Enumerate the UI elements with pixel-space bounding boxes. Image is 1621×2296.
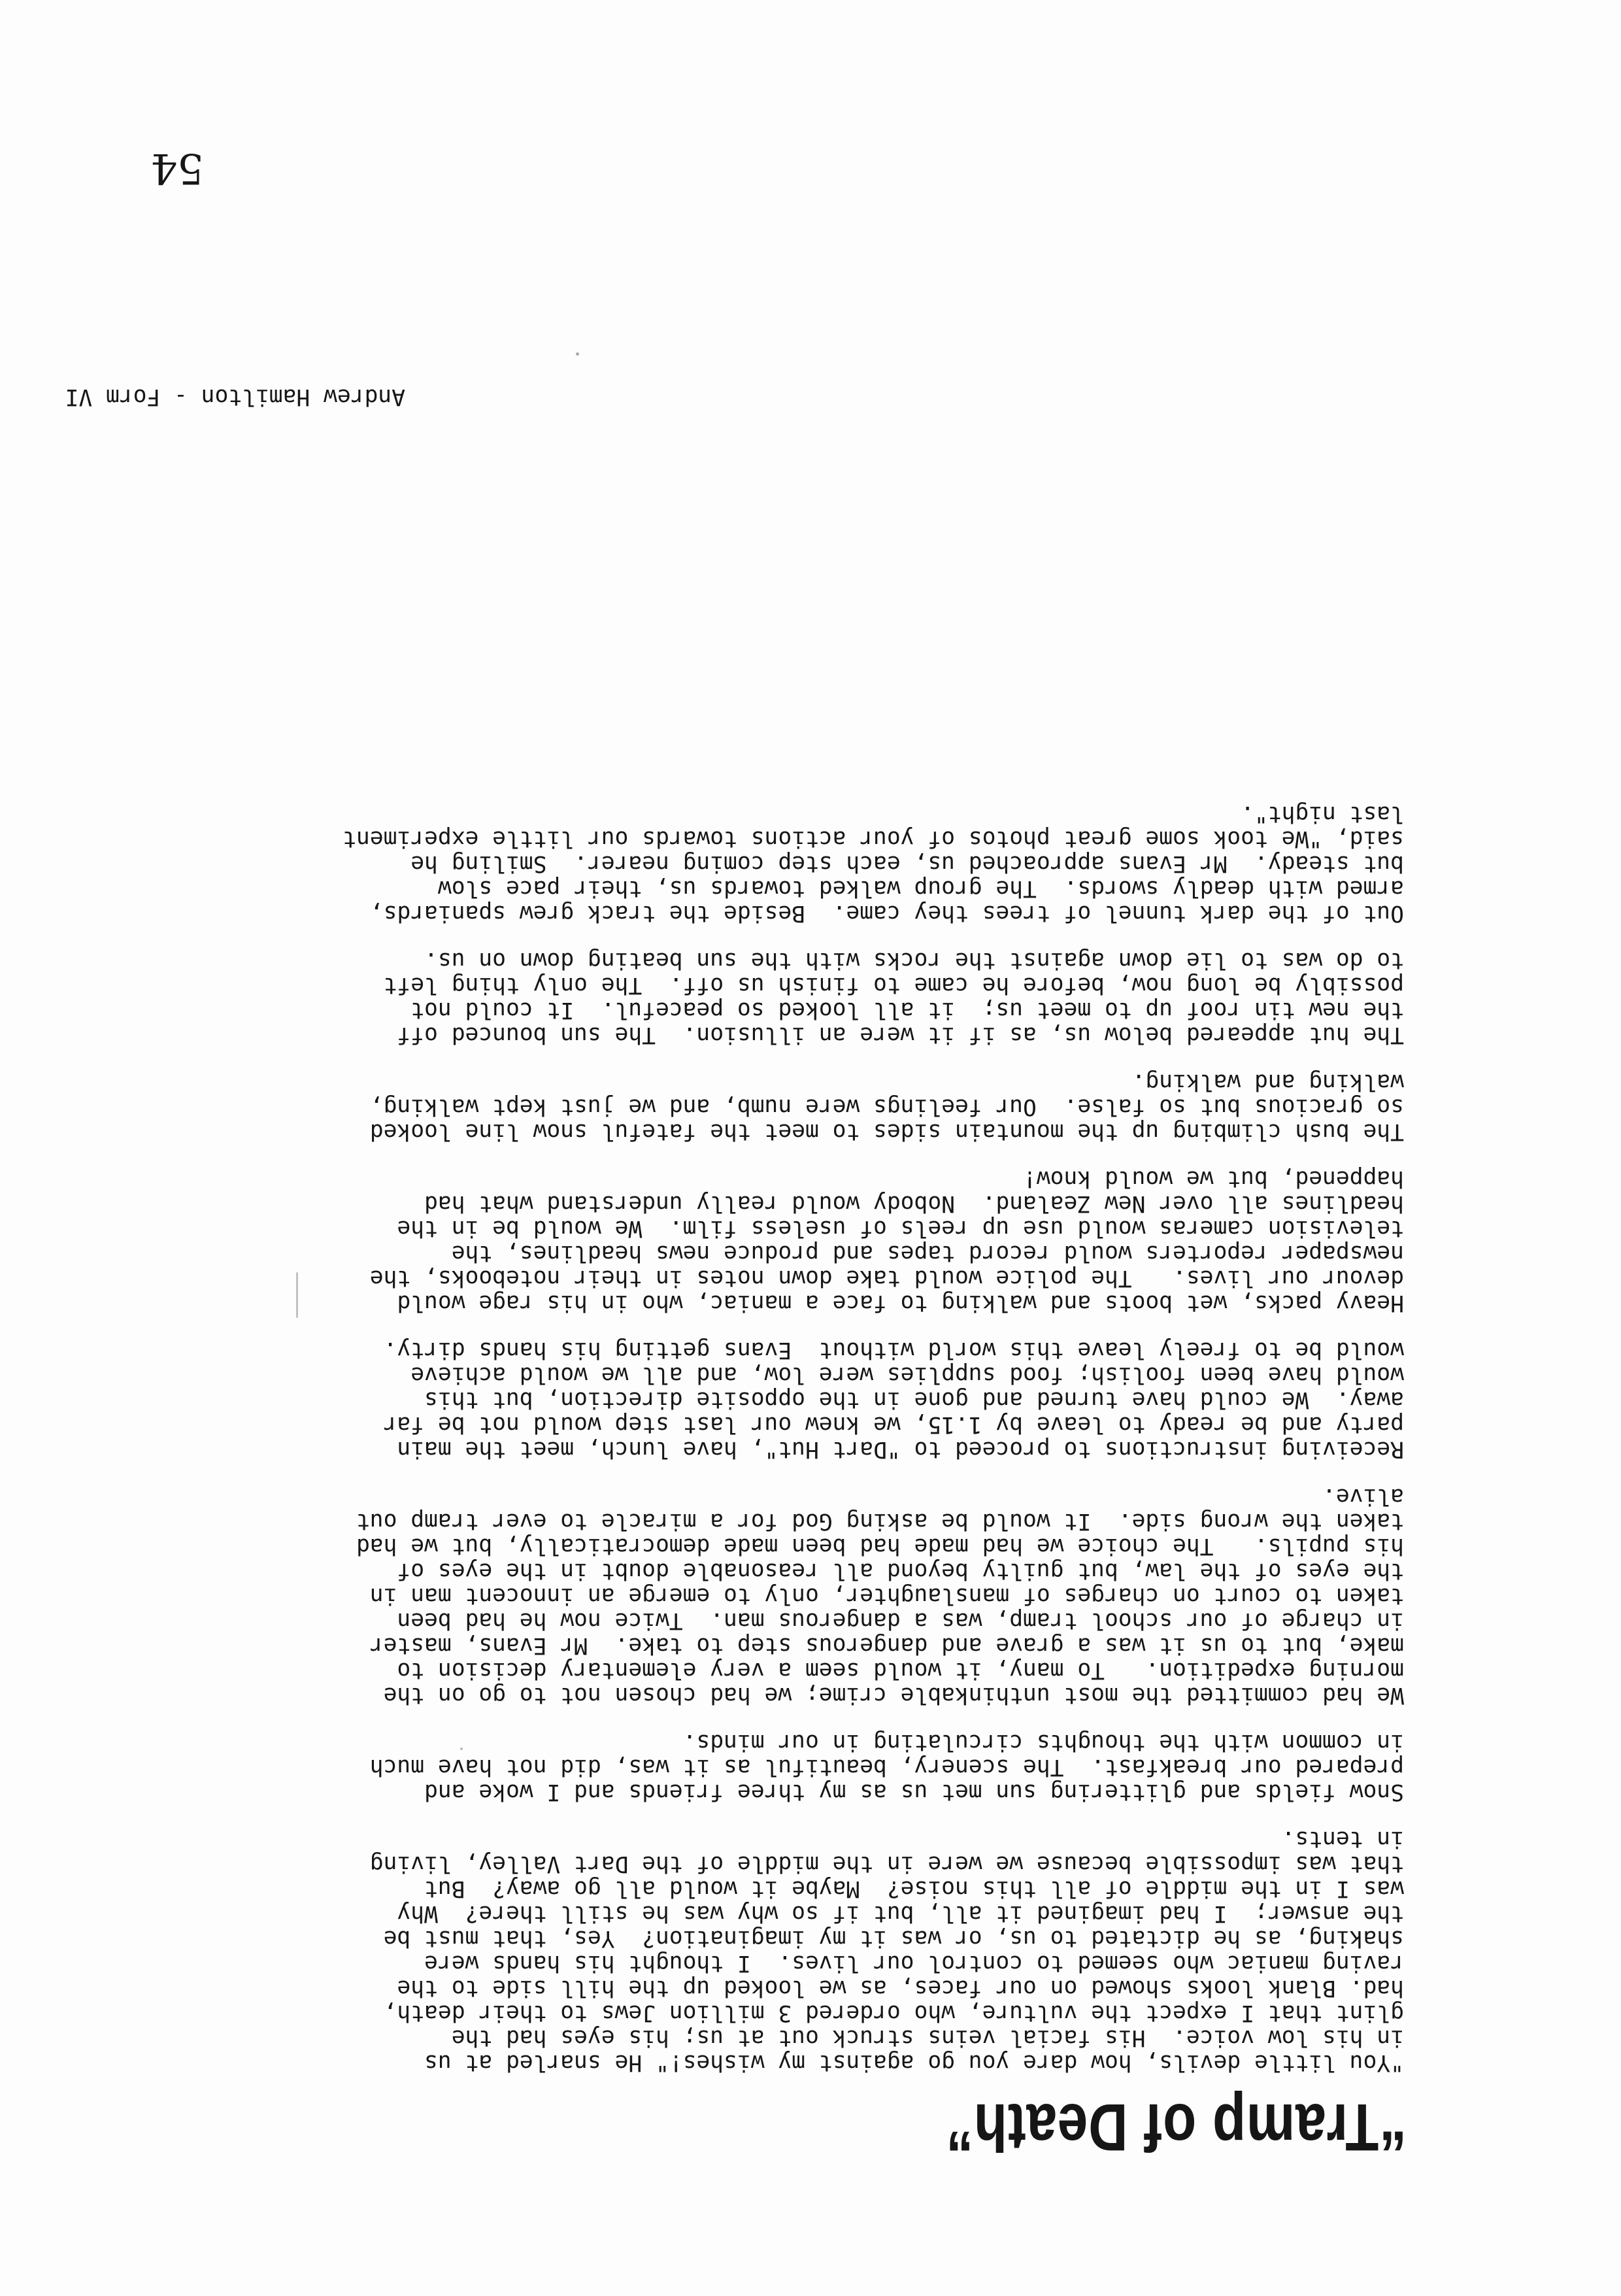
text-line: so gracious but so false. Our feelings were numb, and we just kept walking, — [369, 1094, 1404, 1120]
text-line: in tents. — [1281, 1826, 1404, 1852]
text-line: "You little devils, how dare you go against my wishes!" He snarled at us — [424, 2050, 1404, 2076]
text-line: possibly be long now, before he came to finish us off. The only thing left — [383, 972, 1404, 998]
paragraph — [162, 802, 1404, 926]
text-line: that was impossible because we were in the middle of the Dart Valley, living — [369, 1851, 1404, 1877]
paragraph — [162, 1484, 1404, 1708]
text-line: newspaper reporters would record tapes and produce news headlines, the — [451, 1240, 1404, 1266]
text-line: party and be ready to leave by 1.15, we knew our last step would not be far — [383, 1411, 1404, 1438]
text-line: glint that I expect the vulture, who ordered 3 million Jews to their death, — [383, 2000, 1404, 2026]
text-line: the eyes of the law, but guilty beyond all reasonable doubt in the eyes of — [397, 1558, 1404, 1584]
author-signature: Andrew Hamilton - Form VI — [65, 384, 405, 410]
text-line: morning expedition. To many, it would seem a very elementary decision to — [397, 1657, 1404, 1683]
text-line: taken the wrong side. It would be asking God for a miracle to ever tramp out — [356, 1508, 1404, 1534]
text-line: happened, but we would know! — [1023, 1166, 1404, 1192]
text-line: headlines all over New Zealand. Nobody would really understand what had — [424, 1190, 1404, 1217]
text-line: devour our lives. The police would take down notes in their notebooks, the — [369, 1265, 1404, 1291]
text-line: would be to freely leave this world without Evans getting his hands dirty. — [383, 1337, 1404, 1363]
scan-mark — [296, 1272, 298, 1318]
scan-mark — [460, 1747, 463, 1750]
paragraph — [162, 948, 1404, 1047]
text-line: Out of the dark tunnel of trees they came. Beside the track grew spaniards, — [369, 900, 1404, 926]
text-line: taken to court on charges of manslaughter, only to emerge an innocent man in — [369, 1583, 1404, 1609]
text-line: said, "We took some great photos of your actions towards our little experiment — [343, 826, 1404, 852]
text-line: The bush climbing up the mountain sides to meet the fateful snow line looked — [369, 1119, 1404, 1145]
text-line: would have been foolish; food supplies were low, and all we would achieve — [410, 1362, 1404, 1388]
text-line: raving maniac who seemed to control our lives. I thought his hands were — [424, 1950, 1404, 1976]
text-line: had. Blank looks showed on our faces, as we looked up the hill side to the — [397, 1975, 1404, 2001]
text-line: Snow fields and glittering sun met us as my three friends and I woke and — [424, 1779, 1404, 1805]
text-line: away. We could have turned and gone in the opposite direction, but this — [424, 1387, 1404, 1413]
paragraph — [162, 1338, 1404, 1462]
text-line: armed with deadly swords. The group walked towards us, their pace slow — [437, 875, 1404, 902]
text-line: the new tin roof up to meet us; it all looked so peaceful. It could not — [410, 997, 1404, 1023]
text-line: walking and walking. — [1131, 1069, 1404, 1095]
text-line: but steady. Mr Evans approached us, each step coming nearer. Smiling he — [410, 851, 1404, 877]
paragraph — [162, 1827, 1404, 2075]
text-line: in charge of our school tramp, was a dangerous man. Twice now he had been — [397, 1608, 1404, 1634]
paragraph — [162, 1070, 1404, 1144]
text-line: We had committed the most unthinkable crime; we had chosen not to go on the — [383, 1682, 1404, 1708]
story-title: “Tramp of Death” — [945, 2090, 1407, 2165]
scan-mark — [576, 352, 579, 356]
text-line: television cameras would use up reels of useless film. We would be in the — [397, 1215, 1404, 1241]
text-line: in his low voice. His facial veins struck out at us; his eyes had the — [451, 2025, 1404, 2051]
text-line: make, but to us it was a grave and dangerous step to take. Mr Evans, master — [369, 1632, 1404, 1659]
text-line: alive. — [1322, 1483, 1404, 1510]
story-body — [162, 779, 1404, 2075]
text-line: his pupils. The choice we had made had been made democratically, but we had — [356, 1533, 1404, 1559]
text-line: Heavy packs, wet boots and walking to face a maniac, who in his rage would — [397, 1290, 1404, 1316]
text-line: was I in the middle of all this noise? Maybe it would all go away? But — [424, 1876, 1404, 1902]
text-line: the answer; I had imagined it all, but if so why was he still there? Why — [397, 1900, 1404, 1927]
text-line: The hut appeared below us, as if it were an illusion. The sun bounced off — [397, 1022, 1404, 1048]
page-number: 54 — [150, 144, 204, 192]
text-line: in common with the thoughts circulating in our minds. — [682, 1729, 1404, 1755]
text-line: to do was to lie down against the rocks with the sun beating down on us. — [424, 947, 1404, 973]
text-line: shaking, as he dictated to us, or was it my imagination? Yes, that must be — [383, 1925, 1404, 1951]
text-line: prepared our breakfast. The scenery, beautiful as it was, did not have much — [369, 1754, 1404, 1780]
text-line: last night". — [1241, 801, 1404, 827]
text-line: Receiving instructions to proceed to "Dart Hut", have lunch, meet the main — [397, 1436, 1404, 1462]
paragraph — [162, 1730, 1404, 1804]
paragraph — [162, 1166, 1404, 1315]
